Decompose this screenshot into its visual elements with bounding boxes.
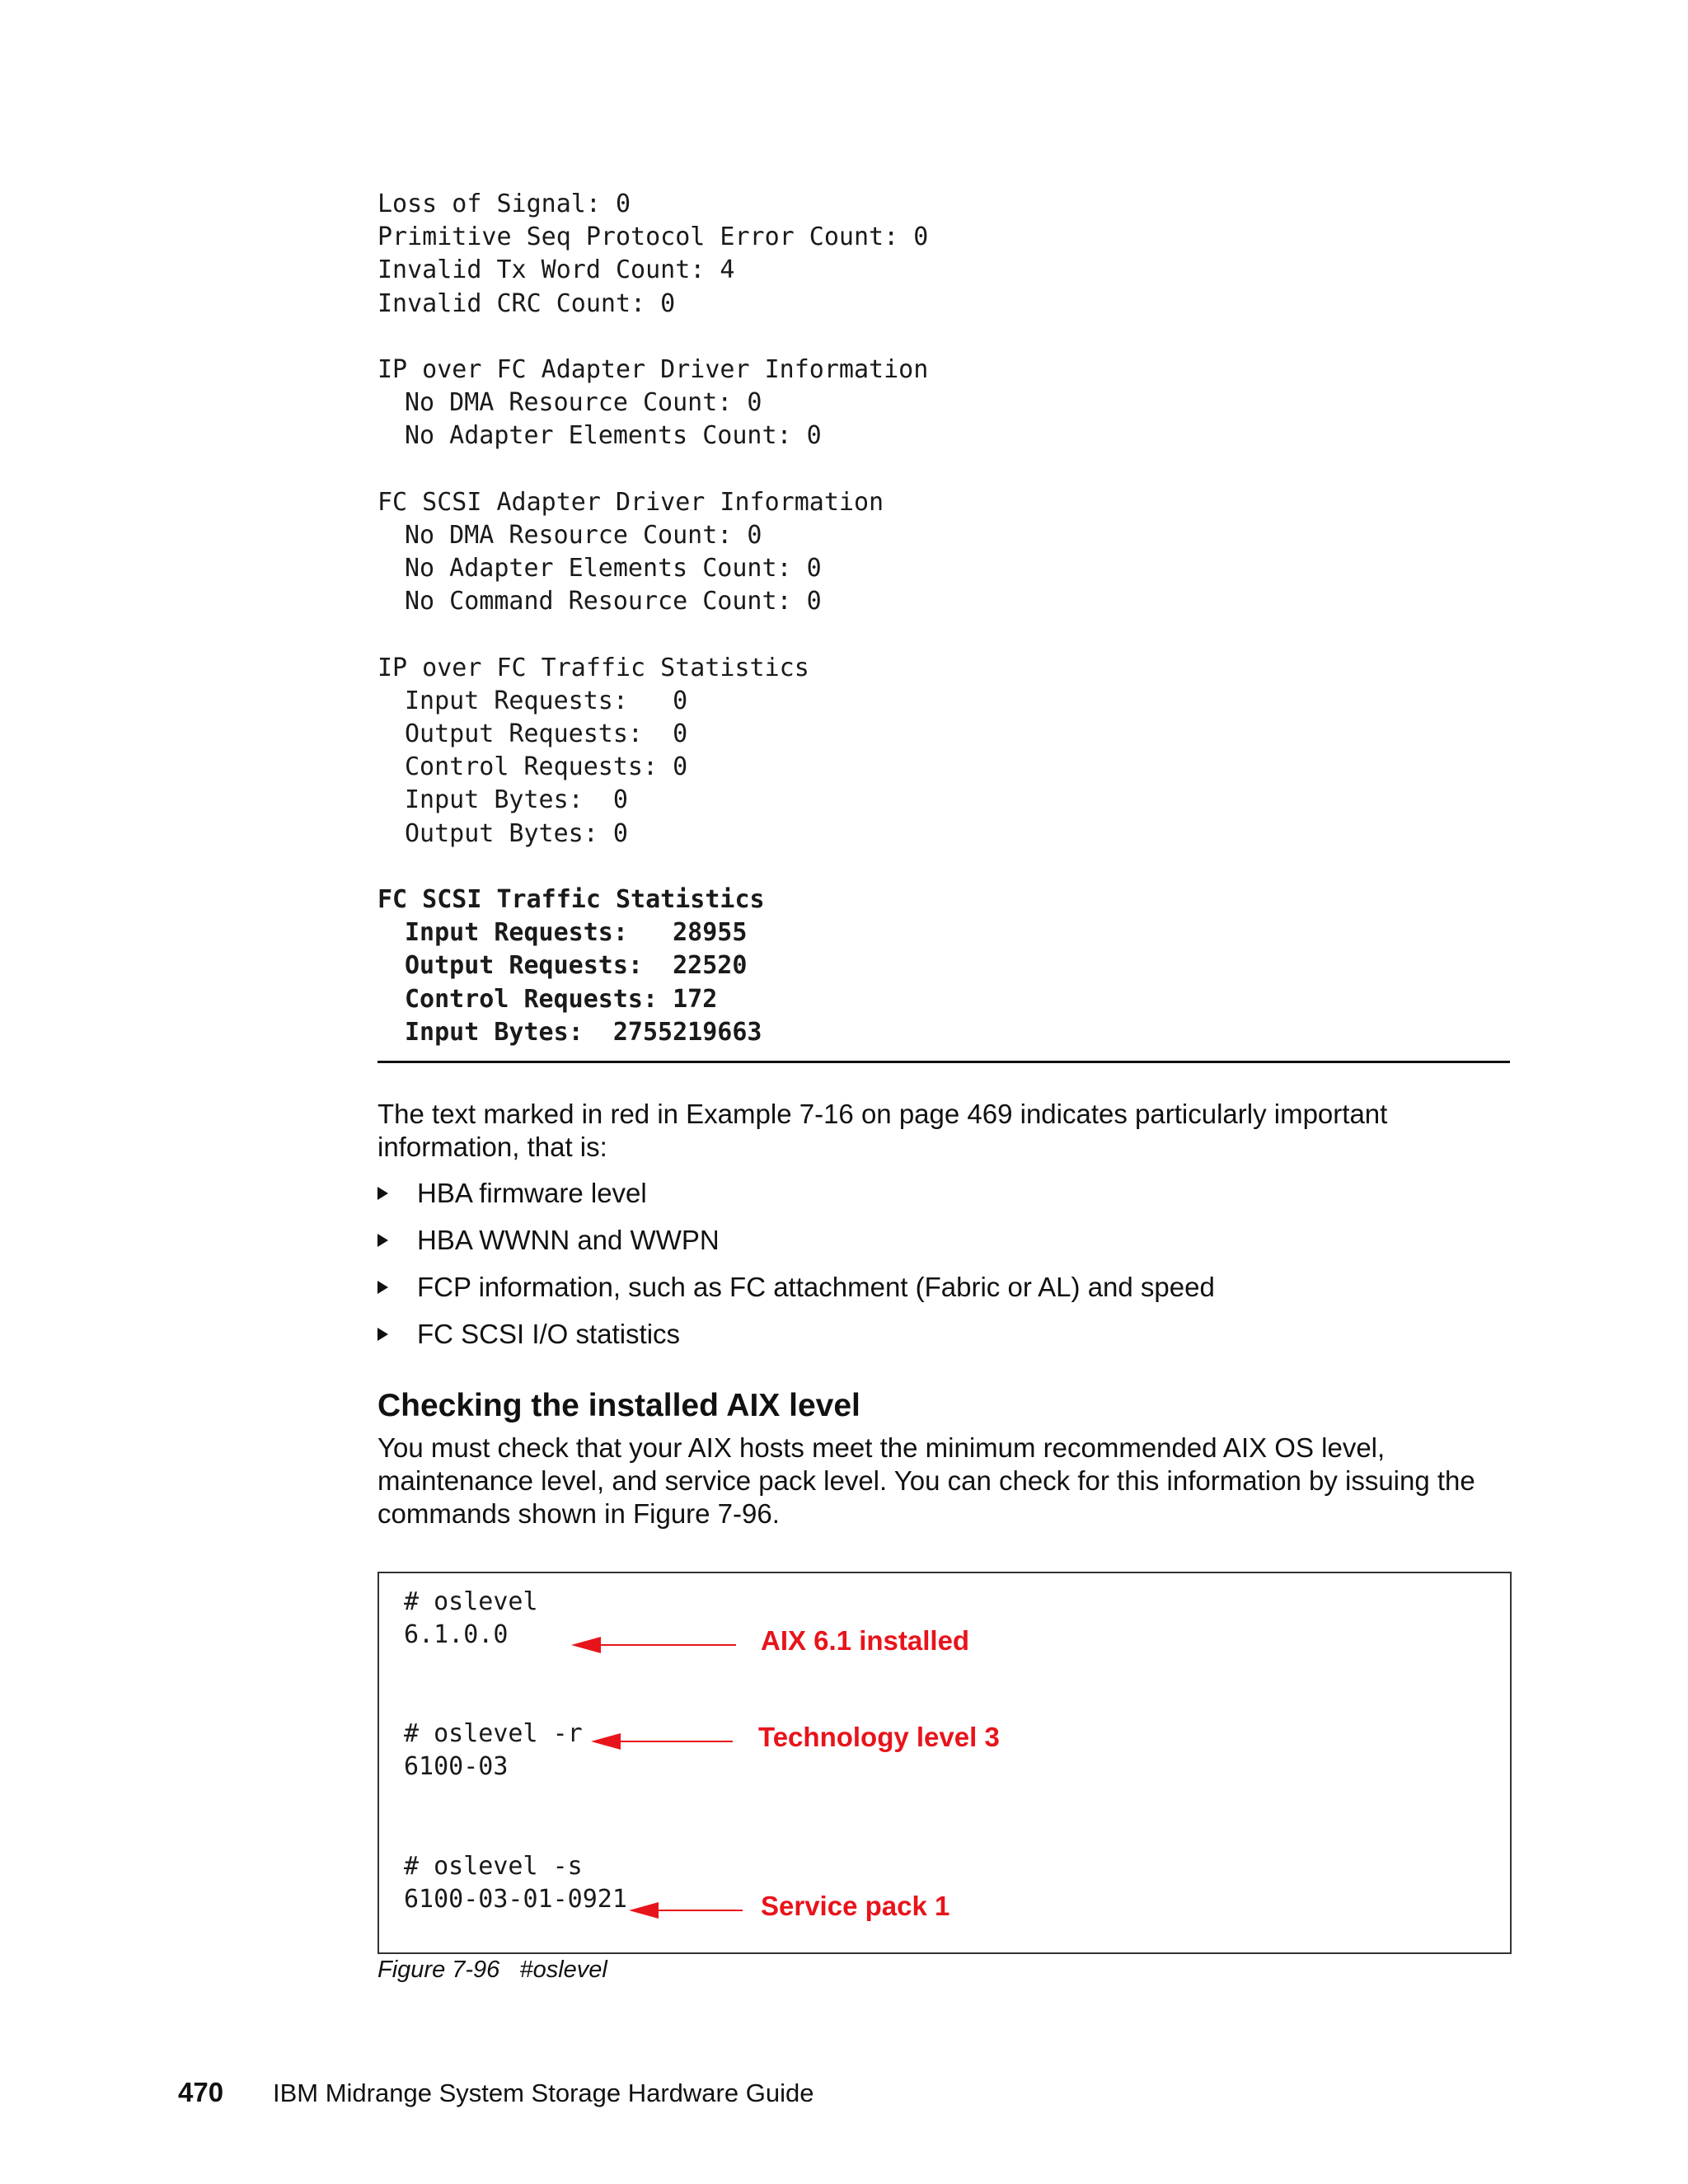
- section-heading: Checking the installed AIX level: [377, 1388, 860, 1423]
- code-line: No Adapter Elements Count: 0: [405, 421, 822, 451]
- bullet-text: FC SCSI I/O statistics: [417, 1319, 681, 1349]
- code-line: Output Bytes: 0: [405, 818, 628, 848]
- code-blank-line: [377, 321, 1510, 354]
- bullet-arrow-icon: [377, 1281, 388, 1294]
- bullet-text: FCP information, such as FC attachment (Fabric or AL) and speed: [417, 1272, 1215, 1302]
- bullet-text: HBA firmware level: [417, 1178, 647, 1208]
- code-blank-line: [377, 453, 1510, 486]
- figure-output-1: 6.1.0.0: [404, 1620, 509, 1649]
- bullet-item: [377, 1318, 1510, 1365]
- code-line: Primitive Seq Protocol Error Count: 0: [377, 223, 929, 252]
- code-line: No Adapter Elements Count: 0: [405, 554, 822, 583]
- bullet-item: [377, 1271, 1510, 1318]
- code-line: Control Requests: 172: [405, 984, 718, 1014]
- callout-arrow-icon: [591, 1729, 733, 1754]
- code-line: FC SCSI Traffic Statistics: [377, 884, 765, 914]
- figure-command-2: # oslevel -r: [404, 1719, 583, 1748]
- figure-caption: Figure 7-96 #oslevel: [377, 1957, 607, 1983]
- intro-paragraph: The text marked in red in Example 7-16 on page 469 indicates particularly important information, that is:: [377, 1099, 1388, 1162]
- code-line: IP over FC Traffic Statistics: [377, 653, 809, 682]
- bullet-arrow-icon: [377, 1328, 388, 1341]
- bullet-item: [377, 1224, 1510, 1271]
- callout-arrow-icon: [629, 1898, 743, 1923]
- figure-command-3: # oslevel -s: [404, 1852, 583, 1881]
- figure-output-2: 6100-03: [404, 1752, 509, 1781]
- code-listing: [377, 188, 1510, 1049]
- code-line: Input Bytes: 0: [405, 785, 628, 815]
- figure-output-3: 6100-03-01-0921: [404, 1885, 627, 1914]
- callout-aix-installed: AIX 6.1 installed: [761, 1625, 970, 1656]
- code-line: Loss of Signal: 0: [377, 190, 631, 218]
- callout-arrow-icon: [571, 1633, 736, 1657]
- code-line: Output Requests: 22520: [405, 951, 748, 981]
- code-line: Input Bytes: 2755219663: [405, 1017, 762, 1047]
- code-blank-line: [377, 851, 1510, 883]
- callout-service-pack: Service pack 1: [761, 1891, 950, 1921]
- bullet-arrow-icon: [377, 1234, 388, 1247]
- listing-end-rule: [377, 1061, 1510, 1063]
- section-paragraph: You must check that your AIX hosts meet the minimum recommended AIX OS level, maintenance level, and service pack level. You can check for this information by issuing the commands shown in Figure 7-96.: [377, 1432, 1475, 1529]
- code-line: FC SCSI Adapter Driver Information: [377, 487, 884, 517]
- figure-command-1: # oslevel: [404, 1587, 538, 1616]
- code-line: Input Requests: 28955: [405, 918, 748, 948]
- figure-oslevel: [377, 1572, 1512, 1954]
- code-line: Output Requests: 0: [405, 719, 688, 748]
- callout-technology-level: Technology level 3: [758, 1722, 1000, 1752]
- code-line: No DMA Resource Count: 0: [405, 388, 762, 418]
- code-line: IP over FC Adapter Driver Information: [377, 354, 929, 384]
- bullet-arrow-icon: [377, 1187, 388, 1200]
- code-blank-line: [377, 618, 1510, 651]
- page-number: 470: [178, 2077, 224, 2107]
- bullet-item: [377, 1177, 1510, 1224]
- code-line: No DMA Resource Count: 0: [405, 520, 762, 550]
- code-line: Control Requests: 0: [405, 752, 688, 782]
- bullet-list: [377, 1177, 1510, 1365]
- code-line: Invalid Tx Word Count: 4: [377, 255, 735, 285]
- code-line: No Command Resource Count: 0: [405, 587, 822, 616]
- code-line: Invalid CRC Count: 0: [377, 288, 676, 318]
- code-line: Input Requests: 0: [405, 686, 688, 715]
- footer-book-title: IBM Midrange System Storage Hardware Guide: [273, 2079, 814, 2107]
- bullet-text: HBA WWNN and WWPN: [417, 1225, 720, 1255]
